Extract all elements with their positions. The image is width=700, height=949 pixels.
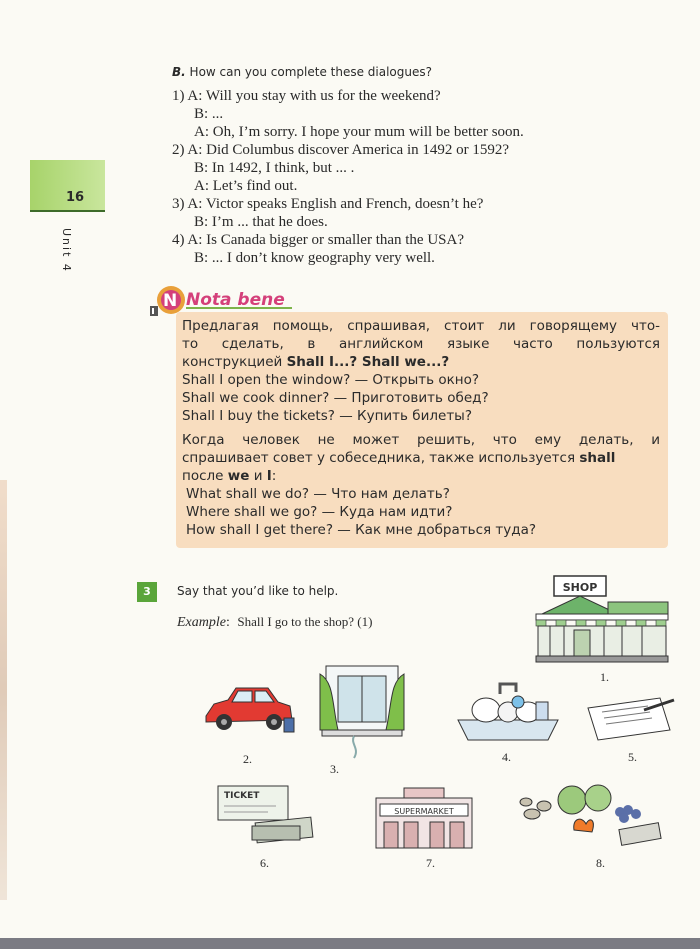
nota-bene-logo-text: Nota bene: [186, 290, 285, 310]
nota-bene-text: конструкцией: [182, 354, 283, 370]
unit-tab-rule: [30, 210, 105, 212]
page-number: 16: [66, 190, 85, 205]
nota-bene-text: и: [253, 468, 263, 484]
dishes-picture: [456, 676, 560, 747]
picture-caption: 6.: [260, 856, 269, 870]
letter-picture: [584, 694, 676, 749]
dialogue-line: A: Let’s find out.: [194, 178, 298, 194]
nota-bene-bold: we: [227, 468, 250, 484]
nota-bene-line: Когда человек не может решить, что ему делать, и: [182, 432, 660, 448]
picture-caption: 8.: [596, 856, 605, 870]
nota-bene-line: то сделать, в английском языке часто пользуются: [182, 336, 660, 352]
nota-bene-example: Shall I buy the tickets? — Купить билеты?: [182, 408, 473, 424]
section-b-label: B.: [172, 65, 186, 79]
nota-bene-text: спрашивает совет у собеседника, также используется: [182, 450, 576, 466]
tickets-picture: [216, 782, 320, 849]
dialogue-line: 2) A: Did Columbus discover America in 1492 or 1592?: [172, 142, 510, 158]
picture-caption: 3.: [330, 762, 339, 776]
shop-sign-text: SHOP: [562, 581, 598, 594]
dialogue-line: 3) A: Victor speaks English and French, doesn’t he?: [172, 196, 484, 212]
shop-picture: [532, 574, 672, 671]
ticket-sign-text: TICKET: [224, 791, 260, 801]
car-picture: [200, 682, 296, 743]
dialogue-line: B: ...: [194, 106, 224, 122]
nota-bene-line: [182, 450, 615, 466]
nota-bene-line: [182, 468, 276, 484]
supermarket-sign-text: SUPERMARKET: [394, 807, 454, 816]
scan-bottom-band: [0, 938, 700, 949]
unit-label: Unit 4: [60, 228, 73, 273]
picture-caption: 2.: [243, 752, 252, 766]
nota-bene-example: Where shall we go? — Куда нам идти?: [186, 504, 453, 520]
exercise-instruction: Say that you’d like to help.: [177, 584, 339, 598]
picture-caption: 4.: [502, 750, 511, 764]
nota-bene-example: What shall we do? — Что нам делать?: [186, 486, 450, 502]
nota-bene-bold: I: [266, 468, 272, 484]
window-picture: [316, 664, 408, 767]
dialogue-line: B: I’m ... that he does.: [194, 214, 328, 230]
dialogue-line: B: In 1492, I think, but ... .: [194, 160, 355, 176]
picture-caption: 7.: [426, 856, 435, 870]
picture-caption: 1.: [600, 670, 609, 684]
vegetables-picture: [516, 780, 672, 851]
exercise-example: Example: Shall I go to the shop? (1): [177, 614, 373, 630]
nota-bene-line: Предлагая помощь, спрашивая, стоит ли говорящему что-: [182, 318, 660, 334]
nota-bene-example: Shall we cook dinner? — Приготовить обед?: [182, 390, 489, 406]
nota-bene-bold: Shall I...? Shall we...?: [286, 354, 450, 370]
nota-bene-bold: shall: [579, 450, 616, 466]
example-text: Shall I go to the shop? (1): [237, 614, 373, 629]
nota-bene-text: :: [271, 468, 277, 484]
example-label: Example: [177, 615, 226, 630]
exercise-number: 3: [137, 582, 157, 602]
nota-bene-line: [182, 354, 449, 370]
dialogue-line: 4) A: Is Canada bigger or smaller than the USA?: [172, 232, 465, 248]
nota-bene-text: после: [182, 468, 224, 484]
supermarket-picture: [374, 786, 474, 855]
dialogue-line: A: Oh, I’m sorry. I hope your mum will be better soon.: [194, 124, 524, 140]
section-b-question: How can you complete these dialogues?: [189, 65, 432, 79]
picture-caption: 5.: [628, 750, 637, 764]
dialogue-line: 1) A: Will you stay with us for the weekend?: [172, 88, 441, 104]
nota-bene-example: How shall I get there? — Как мне добраться туда?: [186, 522, 537, 538]
svg-text:N: N: [163, 291, 178, 311]
dialogue-line: B: ... I don’t know geography very well.: [194, 250, 435, 266]
nota-bene-example: Shall I open the window? — Открыть окно?: [182, 372, 480, 388]
page-edge-shadow: [0, 480, 7, 900]
section-b-heading: [172, 65, 432, 79]
